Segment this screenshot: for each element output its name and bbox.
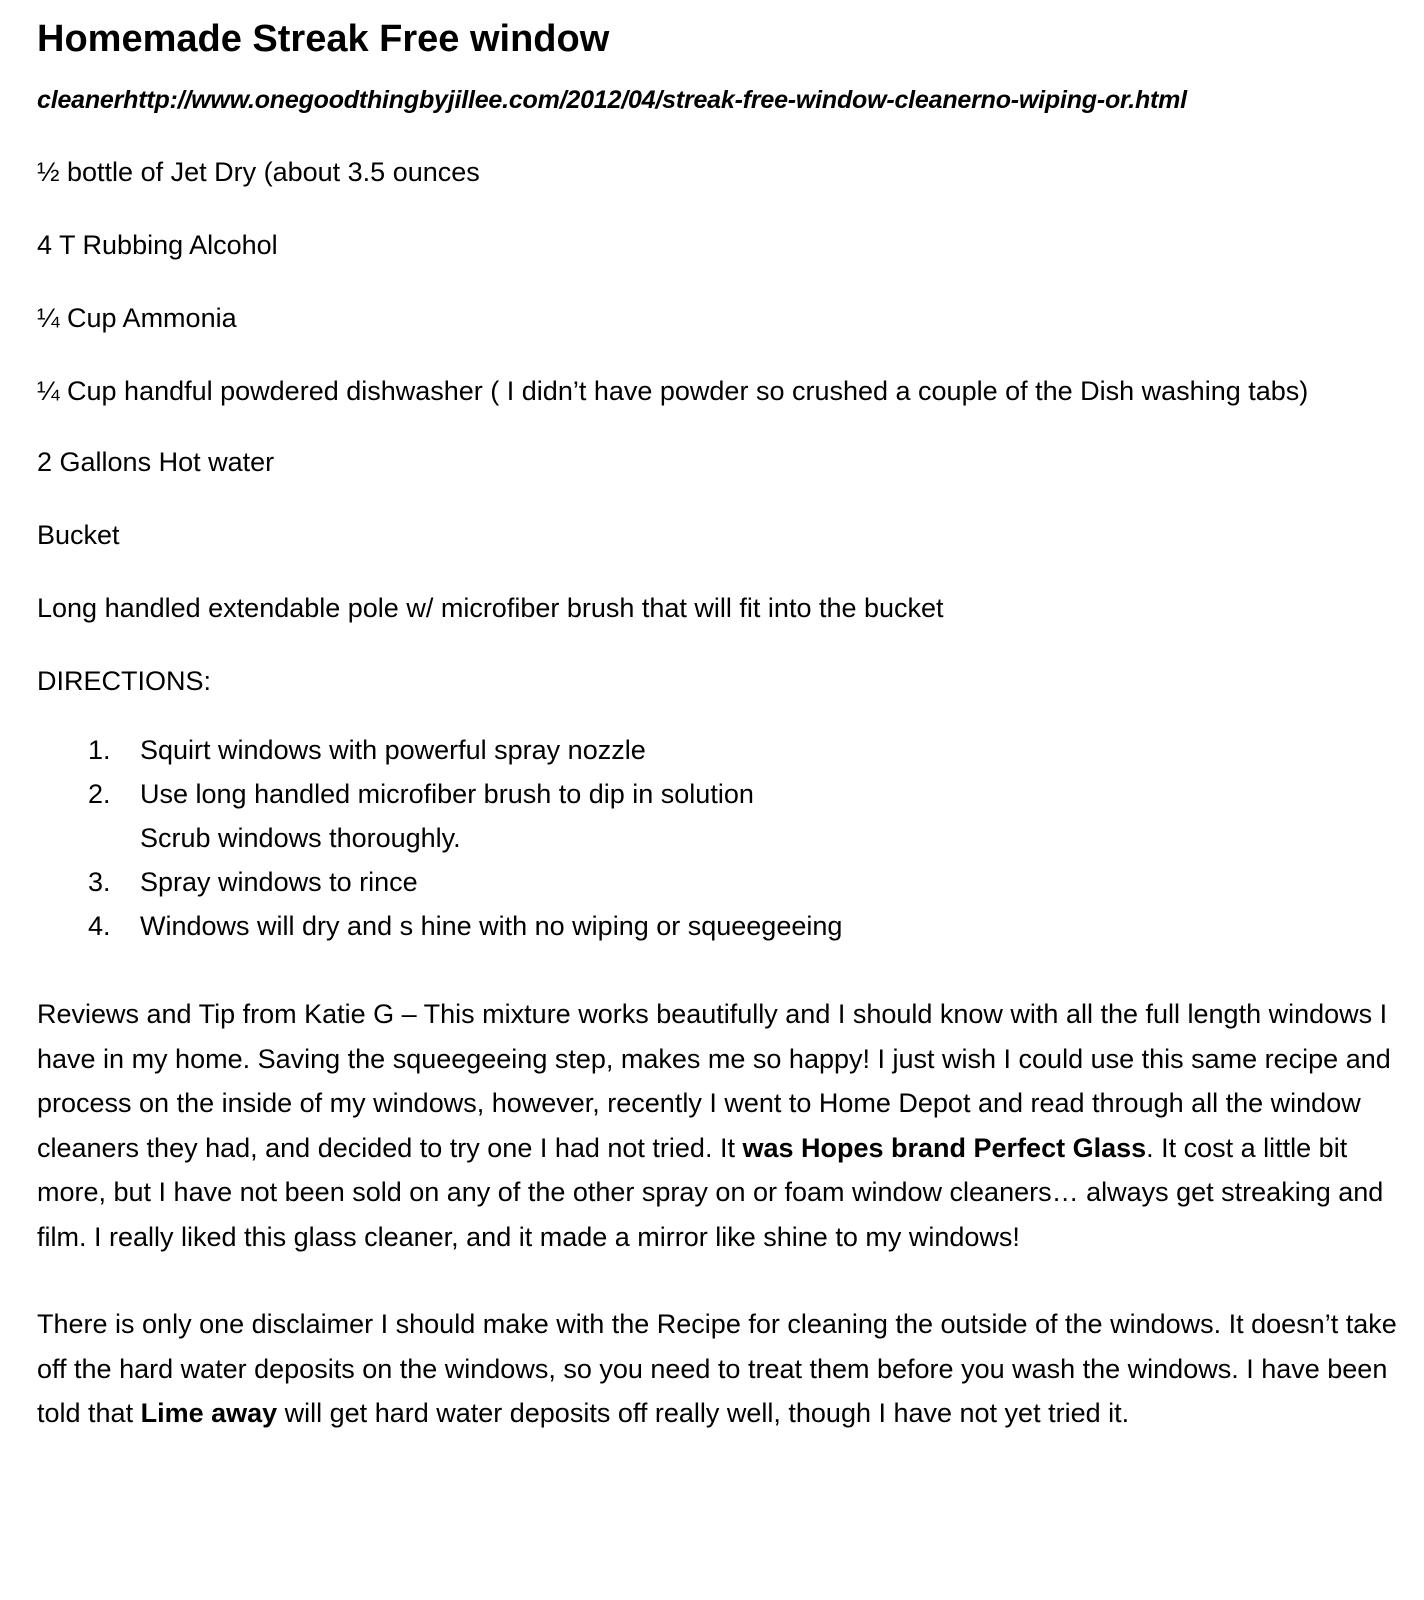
step-text: Windows will dry and s hine with no wiping or squeegeeing xyxy=(140,911,843,941)
ingredient-pole-brush: Long handled extendable pole w/ microfiber brush that will fit into the bucket xyxy=(37,593,944,623)
disclaimer-text-cont: will get hard water deposits off really well, though I have not yet tried it. xyxy=(277,1398,1130,1428)
document-page xyxy=(37,14,1397,1479)
ingredient-bucket: Bucket xyxy=(37,520,120,550)
step-text: Spray windows to rince xyxy=(140,867,418,897)
directions-list xyxy=(37,728,1397,948)
review-paragraph xyxy=(37,992,1397,1259)
step-number: 1. xyxy=(88,735,111,765)
direction-step xyxy=(37,904,1397,948)
step-number: 3. xyxy=(88,867,111,897)
disclaimer-text: There is only one disclaimer I should make with the Recipe for cleaning the outside of the windows. It doesn’t take off the hard water deposits on the windows, so you need to treat them before you wash the windows. I have been told that xyxy=(37,1309,1397,1428)
disclaimer-paragraph xyxy=(37,1302,1397,1436)
ingredient-ammonia: ¼ Cup Ammonia xyxy=(37,303,237,333)
step-continuation: Scrub windows thoroughly. xyxy=(140,823,461,853)
step-number: 4. xyxy=(88,911,111,941)
ingredient-dishwasher-powder: ¼ Cup handful powdered dishwasher ( I didn’t have powder so crushed a couple of the Dish washing tabs) xyxy=(37,376,1309,406)
source-url: cleanerhttp://www.onegoodthingbyjillee.com/2012/04/streak-free-window-cleanerno-wiping-or.html xyxy=(37,86,1187,114)
review-text: Reviews and Tip from Katie G – This mixture works beautifully and I should know with all the full length windows I have in my home. Saving the squeegeeing step, makes me so happy! I just wish I could use this same recipe and process on the inside of my windows, however, recently I went to Home Depot and read through all the window cleaners they had, and decided to try one I had not tried. It xyxy=(37,999,1391,1163)
disclaimer-highlight: Lime away xyxy=(140,1398,278,1428)
review-highlight: was Hopes brand Perfect Glass xyxy=(742,1132,1147,1163)
document-title: Homemade Streak Free window xyxy=(37,18,610,60)
ingredient-rubbing-alcohol: 4 T Rubbing Alcohol xyxy=(37,230,278,260)
step-number: 2. xyxy=(88,779,111,809)
direction-step xyxy=(37,728,1397,772)
direction-step xyxy=(37,772,1397,860)
review-text-cont: . It cost a little bit more, but I have not been sold on any of the other spray on or foam window cleaners… always get streaking and film. I really liked this glass cleaner, and it made a mirror like shine to my windows! xyxy=(37,1132,1384,1252)
step-text: Squirt windows with powerful spray nozzle xyxy=(140,735,646,765)
ingredient-jet-dry: ½ bottle of Jet Dry (about 3.5 ounces xyxy=(37,157,480,187)
directions-heading: DIRECTIONS: xyxy=(37,666,212,696)
ingredient-hot-water: 2 Gallons Hot water xyxy=(37,447,275,477)
step-text: Use long handled microfiber brush to dip in solution xyxy=(140,779,754,809)
direction-step xyxy=(37,860,1397,904)
